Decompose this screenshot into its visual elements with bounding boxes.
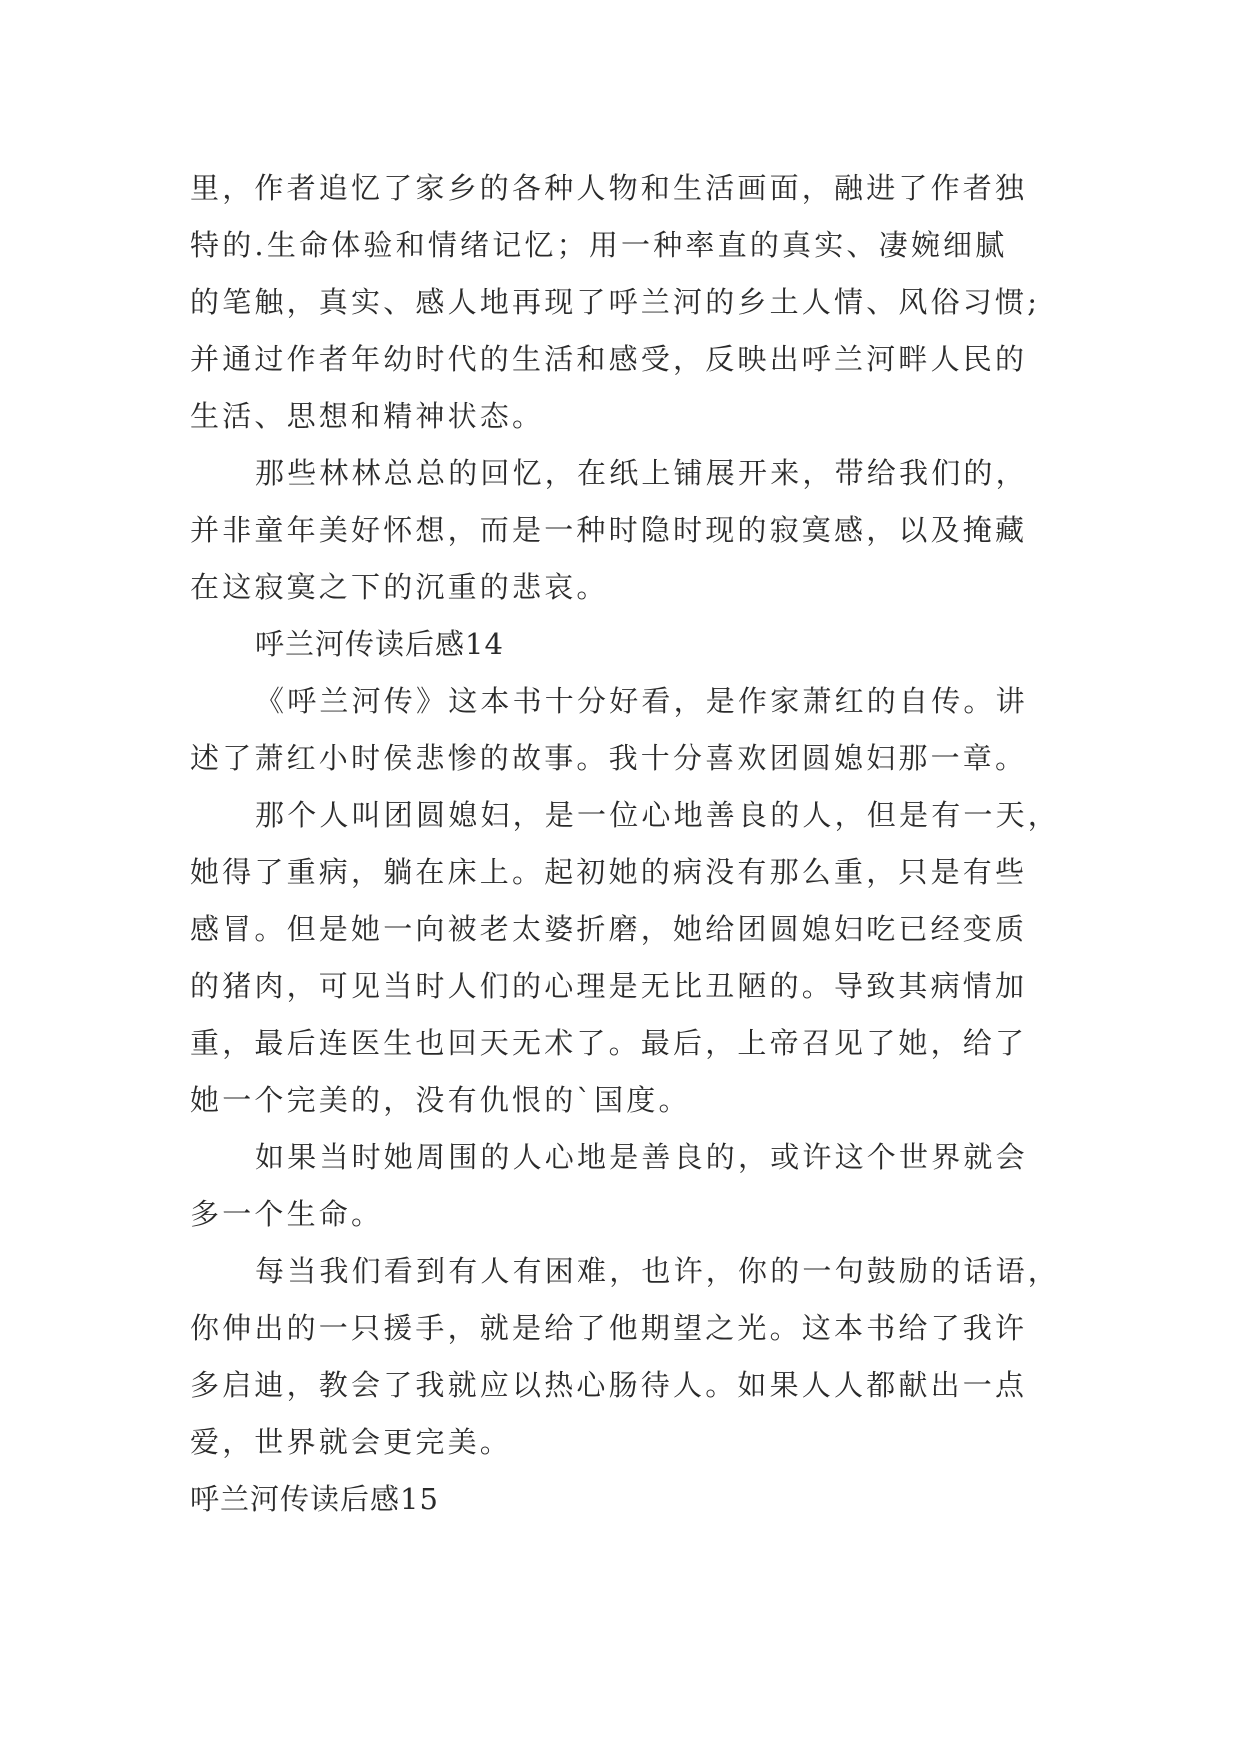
text-line: 在这寂寞之下的沉重的悲哀。 xyxy=(190,570,609,604)
paragraph-start: 《呼兰河传》这本书十分好看，是作家萧红的自传。讲 xyxy=(255,684,1028,718)
text-line: 特的.生命体验和情绪记忆；用一种率直的真实、凄婉细腻 xyxy=(190,228,1008,262)
text-line: 你伸出的一只援手，就是给了他期望之光。这本书给了我许 xyxy=(190,1311,1028,1345)
paragraph-start: 如果当时她周围的人心地是善良的，或许这个世界就会 xyxy=(255,1140,1028,1174)
text-line: 的猪肉，可见当时人们的心理是无比丑陋的。导致其病情加 xyxy=(190,969,1028,1003)
text-line: 的笔触，真实、感人地再现了呼兰河的乡土人情、风俗习惯; xyxy=(190,285,1041,319)
text-line: 她一个完美的，没有仇恨的`国度。 xyxy=(190,1083,691,1117)
paragraph-start: 那些林林总总的回忆，在纸上铺展开来，带给我们的， xyxy=(255,456,1028,490)
text-line: 生活、思想和精神状态。 xyxy=(190,399,545,433)
text-line: 她得了重病，躺在床上。起初她的病没有那么重，只是有些 xyxy=(190,855,1028,889)
text-line: 感冒。但是她一向被老太婆折磨，她给团圆媳妇吃已经变质 xyxy=(190,912,1028,946)
text-line: 多一个生命。 xyxy=(190,1197,384,1231)
text-line: 并通过作者年幼时代的生活和感受，反映出呼兰河畔人民的 xyxy=(190,342,1028,376)
section-heading: 呼兰河传读后感15 xyxy=(190,1482,439,1516)
text-line: 并非童年美好怀想，而是一种时隐时现的寂寞感，以及掩藏 xyxy=(190,513,1028,547)
paragraph-start: 每当我们看到有人有困难，也许，你的一句鼓励的话语， xyxy=(255,1254,1061,1288)
text-line: 述了萧红小时侯悲惨的故事。我十分喜欢团圆媳妇那一章。 xyxy=(190,741,1028,775)
text-line: 多启迪，教会了我就应以热心肠待人。如果人人都献出一点 xyxy=(190,1368,1028,1402)
text-line: 里，作者追忆了家乡的各种人物和生活画面，融进了作者独 xyxy=(190,171,1028,205)
text-line: 重，最后连医生也回天无术了。最后，上帝召见了她，给了 xyxy=(190,1026,1028,1060)
paragraph-start: 那个人叫团圆媳妇，是一位心地善良的人，但是有一天， xyxy=(255,798,1061,832)
section-heading: 呼兰河传读后感14 xyxy=(255,627,504,661)
text-line: 爱，世界就会更完美。 xyxy=(190,1425,513,1459)
